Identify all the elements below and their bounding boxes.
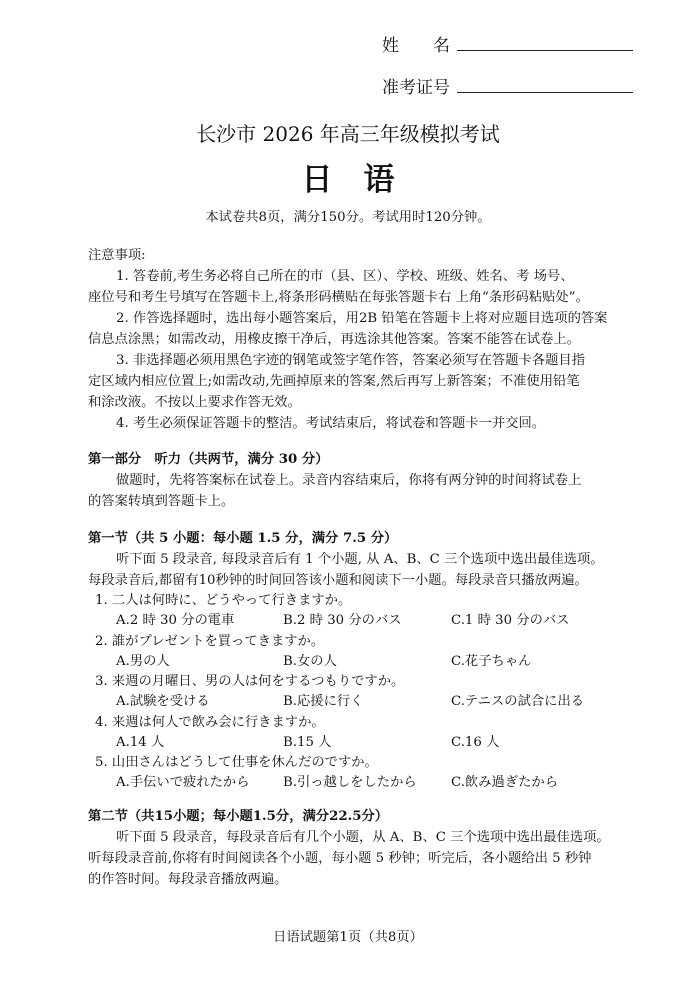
exam-info: 本试卷共8页，满分150分。考试用时120分钟。 bbox=[205, 210, 491, 225]
exam-id-label: 准考证号 bbox=[382, 78, 450, 98]
section-text: 听下面 5 段录音, 每段录音后有 1 个小题, 从 A、B、C 三个选项中选出最佳选项。 bbox=[116, 552, 604, 567]
section-heading: 第二节（共15小题；每小题1.5分，满分22.5分） bbox=[88, 809, 389, 824]
option-b[interactable]: B.女の人 bbox=[283, 654, 337, 669]
note-line: 信息点涂黑；如需改动，用橡皮擦干净后，再选涂其他答案。答案不能答在试卷上。 bbox=[88, 332, 580, 347]
option-b[interactable]: B.2 時 30 分のバス bbox=[283, 613, 402, 628]
note-line: 3. 非选择题必须用黑色字迹的钢笔或签字笔作答，答案必须写在答题卡各题目指 bbox=[116, 353, 586, 368]
section-text: 的作答时间。每段录音播放两遍。 bbox=[88, 872, 288, 887]
part-text: 做题时，先将答案标在试卷上。录音内容结束后，你将有两分钟的时间将试卷上 bbox=[116, 473, 582, 488]
note-line: 2. 作答选择题时，选出每小题答案后，用2B 铅笔在答题卡上将对应题目选项的答案 bbox=[116, 311, 608, 326]
note-line: 座位号和考生号填写在答题卡上,将条形码横贴在每张答题卡右 上角“条形码粘贴处”。 bbox=[88, 290, 589, 305]
section-text: 听下面 5 段录音，每段录音后有几个小题，从 A、B、C 三个选项中选出最佳选项。 bbox=[116, 830, 610, 845]
option-a[interactable]: A.2 時 30 分の電車 bbox=[116, 613, 235, 628]
question: 2. 誰がプレゼントを買ってきますか。 bbox=[95, 634, 325, 649]
option-c[interactable]: C.1 時 30 分のバス bbox=[451, 613, 570, 628]
option-c[interactable]: C.飲み過ぎたから bbox=[451, 775, 559, 790]
option-a[interactable]: A.14 人 bbox=[116, 735, 165, 750]
section-text: 听每段录音前,你将有时间阅读各个小题，每小题 5 秒钟；听完后，各小题给出 5 秒钟 bbox=[88, 851, 592, 866]
option-a[interactable]: A.男の人 bbox=[116, 654, 170, 669]
name-label: 姓 名 bbox=[382, 36, 450, 56]
exam-id-field[interactable] bbox=[457, 74, 633, 93]
option-c[interactable]: C.16 人 bbox=[451, 735, 500, 750]
note-line: 和涂改液。不按以上要求作答无效。 bbox=[88, 395, 301, 410]
question: 1. 二人は何時に、どうやって行きますか。 bbox=[95, 593, 352, 608]
question: 5. 山田さんはどうして仕事を休んだのですか。 bbox=[95, 755, 378, 770]
name-field[interactable] bbox=[457, 32, 633, 51]
note-line: 4. 考生必须保证答题卡的整洁。考试结束后，将试卷和答题卡一并交回。 bbox=[116, 416, 546, 431]
section-heading: 第一节（共 5 小题：每小题 1.5 分，满分 7.5 分） bbox=[88, 531, 398, 546]
note-line: 定区域内相应位置上;如需改动,先画掉原来的答案,然后再写上新答案；不准使用铅笔 bbox=[88, 374, 580, 389]
page-footer: 日语试题第1页（共8页） bbox=[273, 930, 423, 945]
option-a[interactable]: A.手伝いで疲れたから bbox=[116, 775, 250, 790]
option-b[interactable]: B.15 人 bbox=[283, 735, 332, 750]
section-text: 每段录音后,都留有10秒钟的时间回答该小题和阅读下一小题。每段录音只播放两遍。 bbox=[88, 573, 588, 588]
note-line: 1. 答卷前,考生务必将自己所在的市（县、区）、学校、班级、姓名、考 场号、 bbox=[116, 269, 574, 284]
option-c[interactable]: C.花子ちゃん bbox=[451, 654, 532, 669]
part-text: 的答案转填到答题卡上。 bbox=[88, 494, 235, 509]
option-a[interactable]: A.試験を受ける bbox=[116, 694, 210, 709]
question: 3. 来週の月曜日、男の人は何をするつもりですか。 bbox=[95, 674, 405, 689]
part-heading: 第一部分 听力（共两节，满分 30 分） bbox=[88, 452, 329, 467]
option-b[interactable]: B.引っ越しをしたから bbox=[283, 775, 417, 790]
question: 4. 来週は何人で飲み会に行きますか。 bbox=[95, 715, 325, 730]
exam-title: 长沙市 2026 年高三年级模拟考试 bbox=[196, 122, 500, 146]
notes-heading: 注意事项: bbox=[88, 248, 146, 263]
option-c[interactable]: C.テニスの試合に出る bbox=[451, 694, 585, 709]
option-b[interactable]: B.応援に行く bbox=[283, 694, 364, 709]
subject-title: 日 语 bbox=[301, 162, 395, 198]
